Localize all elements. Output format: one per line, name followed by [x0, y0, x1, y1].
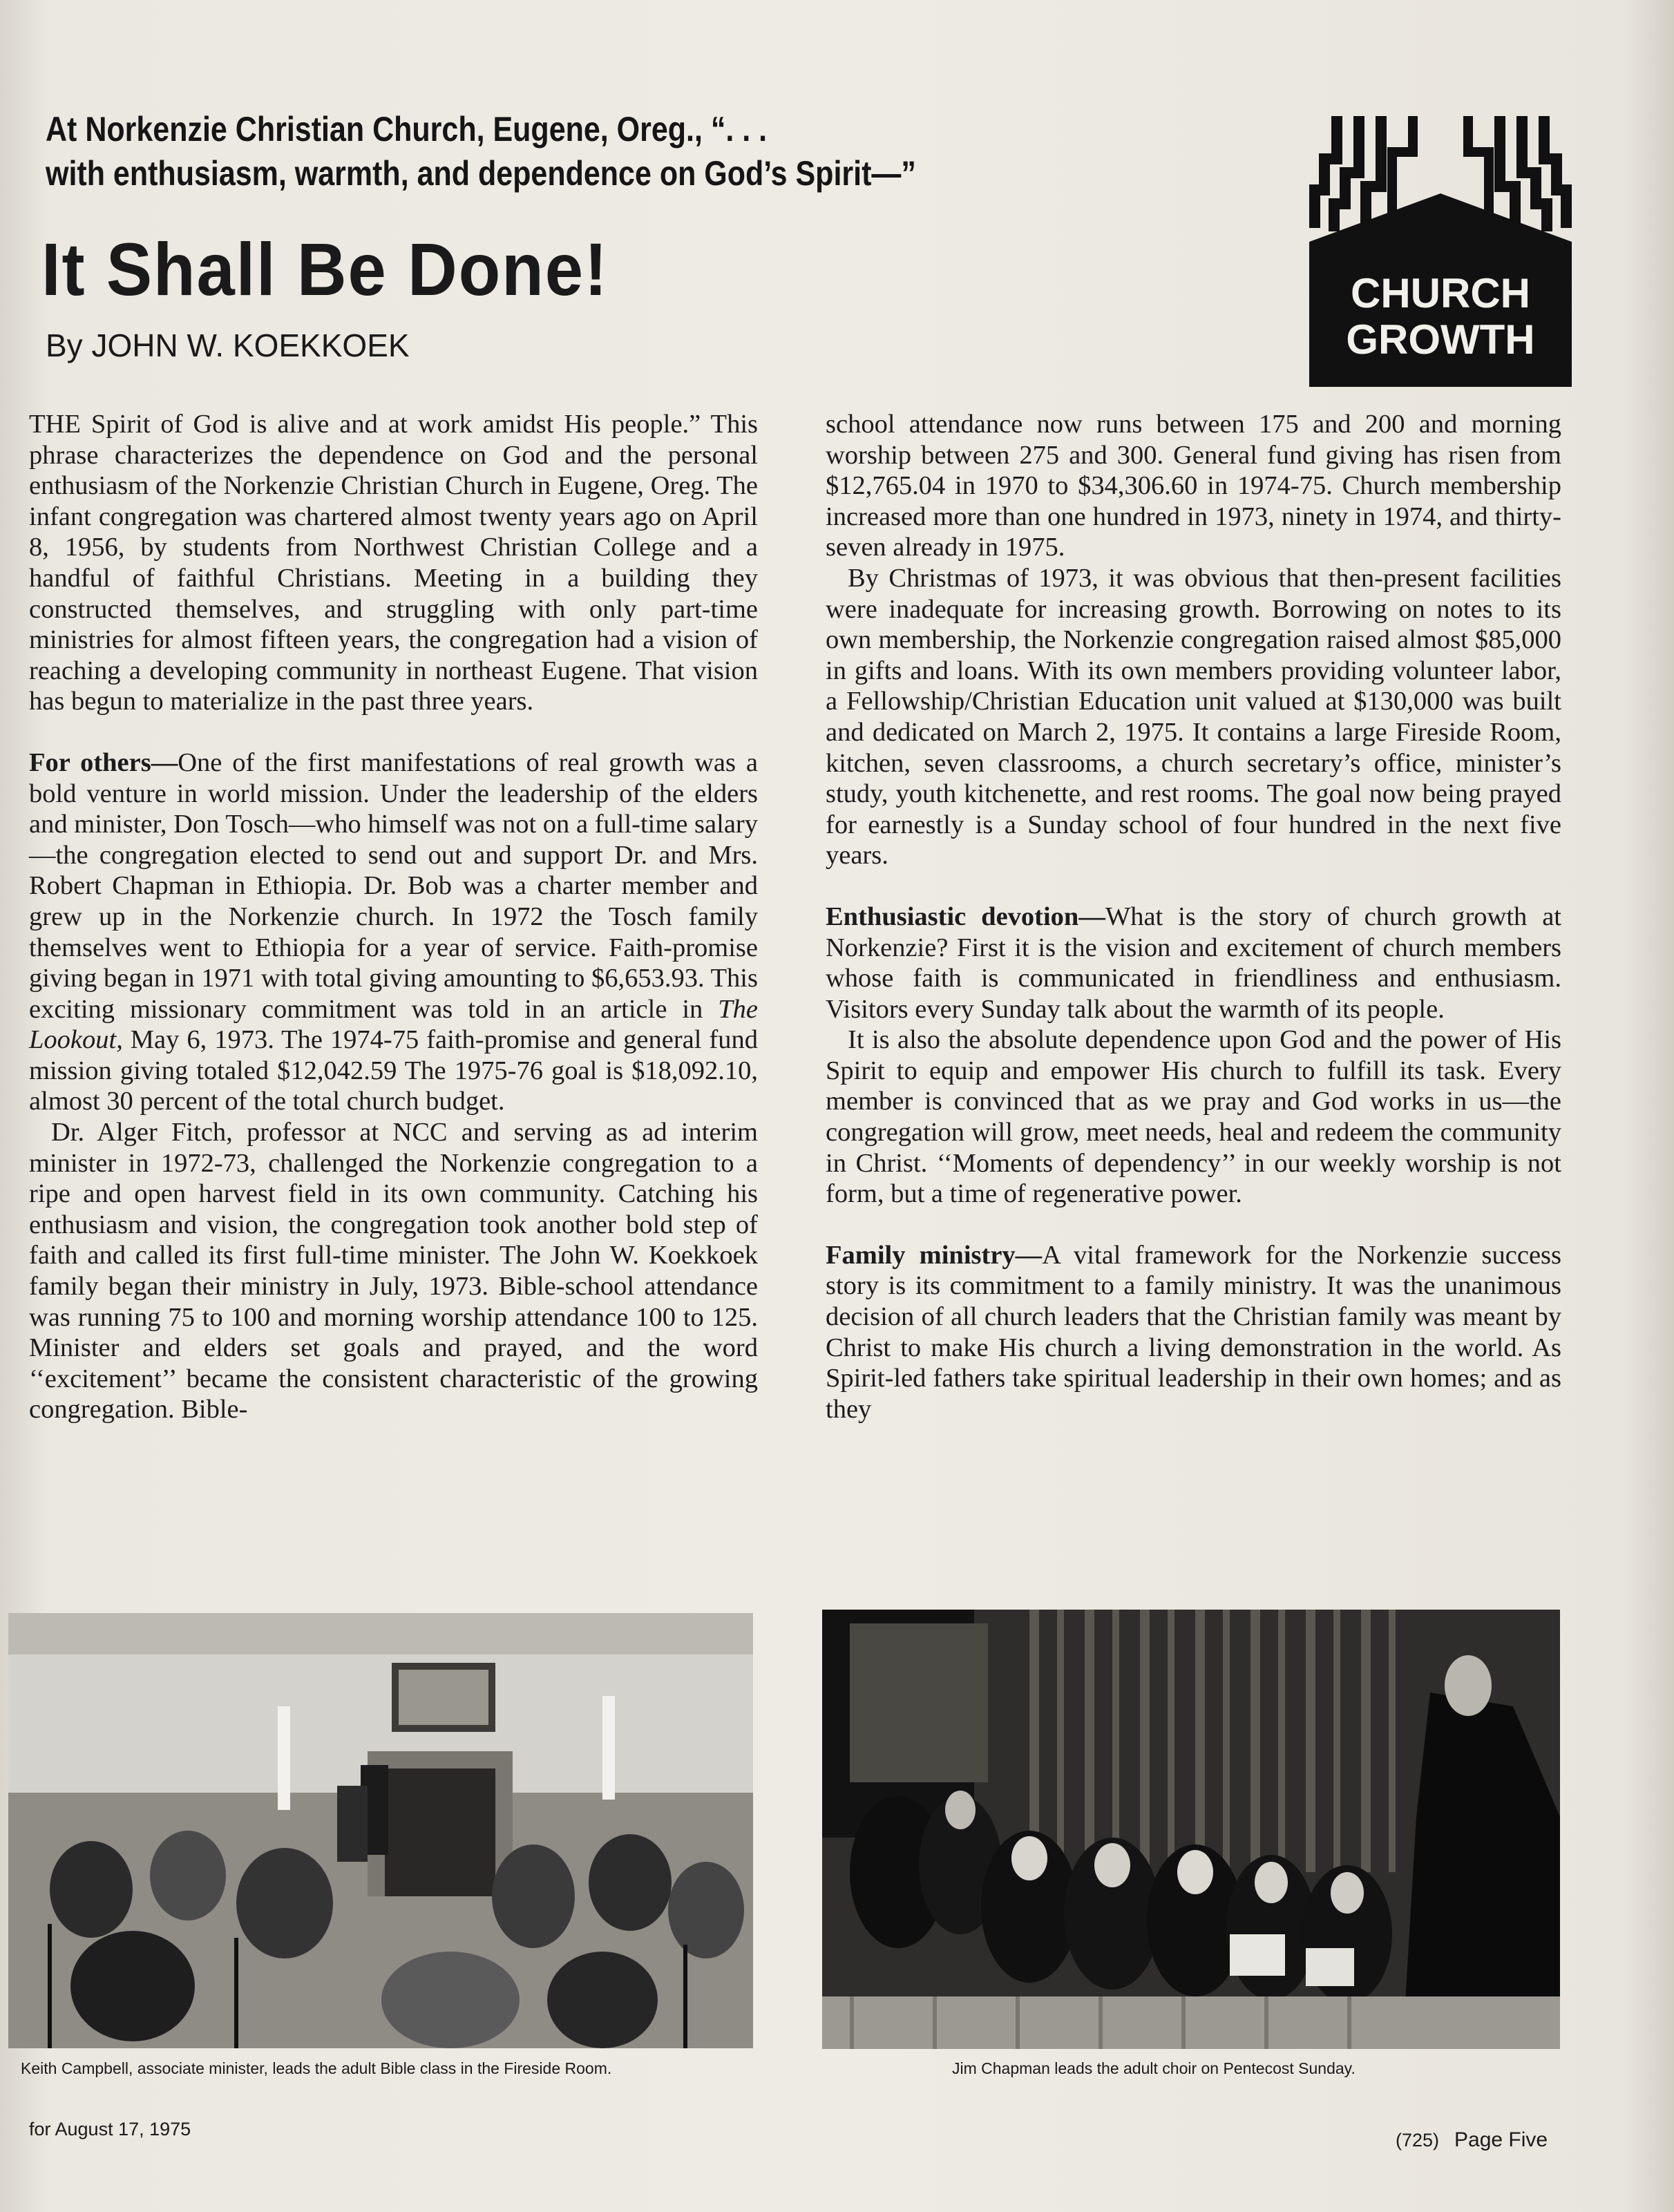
section-heading: For others— [29, 747, 178, 777]
photo-adult-choir [822, 1610, 1560, 2049]
section-heading: Enthusiastic devotion— [826, 902, 1105, 931]
paragraph: THE Spirit of God is alive and at work amidst His people.” This phrase characterizes the dependence on God and the personal enthusiasm of the Norkenzie Christian Church in Eugene, Oreg. The infant congregation was chartered almost twenty years ago on April 8, 1956, by students from Northwest Christian College and a handful of faithful Christians. Meeting in a building they constructed themselves, and struggling with only part-time ministries for almost fifteen years, the congregation had a vision of reaching a developing community in northeast Eugene. That vision has begun to materialize in the past three years. [29, 410, 758, 716]
paragraph: It is also the absolute dependence upon God and the power of His Spirit to equip and empower His church to fulfill its task. Every member is convinced that as we pray and God works in us—the congregation will grow, meet needs, heal and redeem the community in Christ. ‘‘Moments of dependency’’ in our weekly worship is not form, but a time of regenerative power. [826, 1025, 1561, 1209]
kicker [46, 107, 1056, 196]
logo-line-2: GROWTH [1346, 316, 1535, 363]
paragraph-text: What is the story of church growth at Norkenzie? First it is the vision and excitement of church members whose faith is communicated in friendliness and enthusiasm. Visitors every Sunday talk about the warmth of its people. [826, 902, 1562, 1024]
paragraph-text: A vital framework for the Norkenzie success story is its commitment to a family ministry. It was the unanimous decision of all church leaders that the Christian family was meant by Christ to make His church a living demonstration in the world. As Spirit-led fathers take spiritual leadership in their own homes; and as they [826, 1240, 1561, 1424]
paragraph-text: One of the first manifestations of real growth was a bold venture in world mission. Under the leadership of the elders and minister, Don Tosch—who himself was not on a full-time salary—the congregation elected to send out and support Dr. and Mrs. Robert Chapman in Ethiopia. Dr. Bob was a charter member and grew up in the Norkenzie church. In 1972 the Tosch family themselves went to Ethiopia for a year of service. Faith-promise giving began in 1971 with total giving amounting to $6,653.93. This exciting missionary commitment was told in an article in [29, 747, 758, 1024]
photo-bible-class [8, 1613, 753, 2048]
kicker-line-1: At Norkenzie Christian Church, Eugene, Oreg., “. . . [46, 110, 768, 149]
section-family-ministry [826, 1240, 1561, 1425]
section-enthusiastic-devotion [826, 902, 1561, 1024]
paragraph-text: May 6, 1973. The 1974-75 faith-promise and general fund mission giving totaled $12,042.59 The 1975-76 goal is $18,092.10, almost 30 percent of the total church budget. [29, 1025, 758, 1116]
church-growth-logo [1309, 111, 1572, 387]
headline: It Shall Be Done! [41, 227, 609, 311]
paragraph: Dr. Alger Fitch, professor at NCC and serving as ad interim minister in 1972-73, challenged the Norkenzie congregation to a ripe and open harvest field in its own community. Catching his enthusiasm and vision, the congregation took another bold step of faith and called its first full-time minister. The John W. Koekkoek family began their ministry in July, 1973. Bible-school attendance was running 75 to 100 and morning worship attendance 100 to 125. Minister and elders set goals and prayed, and the word ‘‘excitement’’ became the consistent characteristic of the growing congregation. Bible- [29, 1118, 758, 1424]
byline: By JOHN W. KOEKKOEK [46, 327, 410, 363]
paragraph: school attendance now runs between 175 and 200 and morning worship between 275 and 300. General fund giving has risen from $12,765.04 in 1970 to $34,306.60 in 1974-75. Church membership increased more than one hundred in 1973, ninety in 1974, and thirty-seven already in 1975. [826, 410, 1561, 562]
footer-date: for August 17, 1975 [29, 2119, 191, 2139]
section-for-others [29, 747, 758, 1117]
logo-line-1: CHURCH [1351, 270, 1530, 316]
publication-title: The Lookout, [29, 994, 758, 1055]
kicker-line-2: with enthusiasm, warmth, and dependence on God’s Spirit—” [46, 154, 916, 193]
photo-caption-right: Jim Chapman leads the adult choir on Pentecost Sunday. [952, 2059, 1356, 2077]
article-column-right [826, 409, 1561, 1424]
photo-caption-left: Keith Campbell, associate minister, leads the adult Bible class in the Fireside Room. [21, 2059, 612, 2077]
issue-number: (725) [1396, 2130, 1440, 2151]
page-label: Page Five [1454, 2128, 1548, 2151]
church-growth-emblem-icon [1309, 111, 1572, 387]
paragraph: By Christmas of 1973, it was obvious that then-present facilities were inadequate for increasing growth. Borrowing on notes to its own membership, the Norkenzie congregation raised almost $85,000 in gifts and loans. With its own members providing volunteer labor, a Fellowship/Christian Education unit valued at $130,000 was built and dedicated on March 2, 1975. It contains a large Fireside Room, kitchen, seven classrooms, a church secretary’s office, minister’s study, youth kitchenette, and rest rooms. The goal now being prayed for earnestly is a Sunday school of four hundred in the next five years. [826, 563, 1561, 870]
footer-page-number [1396, 2129, 1548, 2151]
section-heading: Family ministry— [826, 1240, 1043, 1270]
article-column-left [29, 409, 758, 1425]
